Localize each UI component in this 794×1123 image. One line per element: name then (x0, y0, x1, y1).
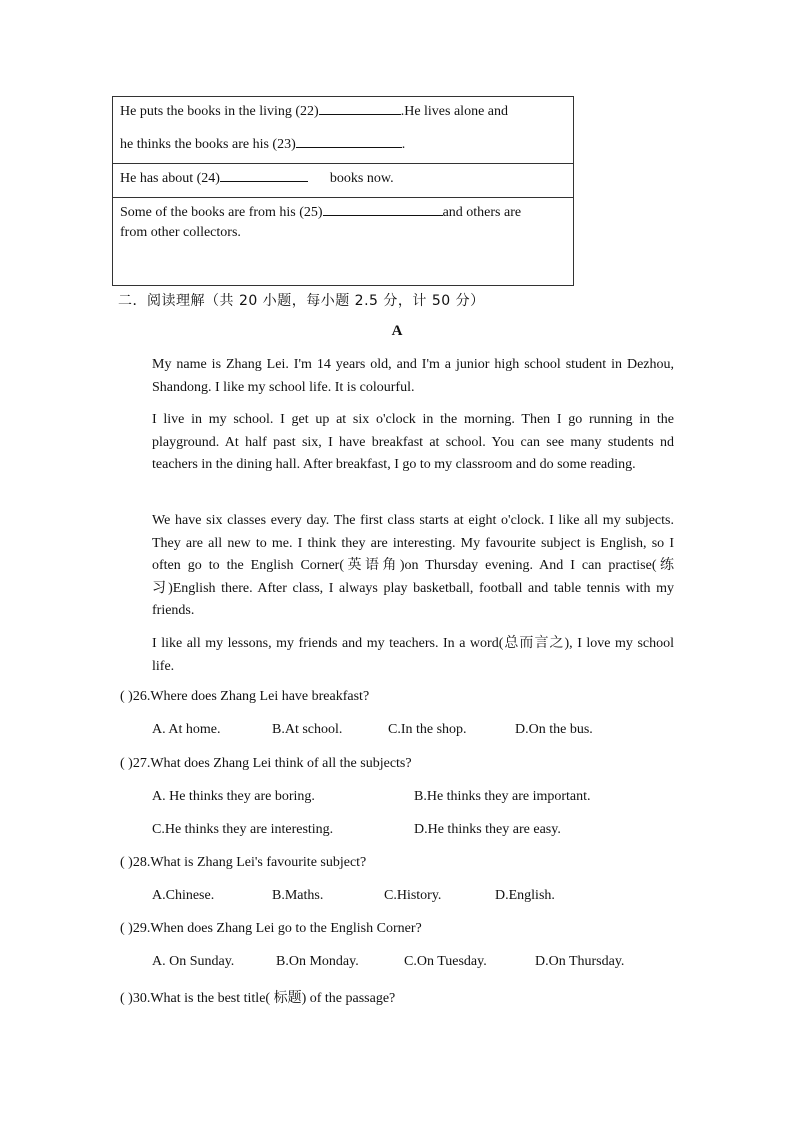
option-b[interactable]: B.Maths. (272, 888, 324, 903)
option-a[interactable]: A. On Sunday. (152, 954, 235, 969)
passage-paragraph (120, 633, 674, 678)
table-row (113, 198, 573, 286)
paragraph-text: I like all my lessons, my friends and my teachers. In a word(总而言之), I love my school life. (152, 636, 674, 674)
option-d[interactable]: D.On the bus. (515, 722, 593, 737)
question-stem: ( )30.What is the best title( 标题) of the passage? (120, 991, 396, 1006)
option-c[interactable]: C.On Tuesday. (404, 954, 487, 969)
option-c[interactable]: C.History. (384, 888, 442, 903)
table-text: and others are (442, 205, 522, 220)
table-text: He has about (24) (120, 171, 220, 186)
table-text: Some of the books are from his (25) (120, 205, 323, 220)
table-line (120, 134, 566, 153)
passage-paragraph (120, 409, 674, 477)
answer-blank-25[interactable] (323, 202, 443, 216)
passage-paragraph (120, 354, 674, 399)
table-line (120, 225, 566, 241)
option-a[interactable]: A. At home. (152, 722, 221, 737)
table-text: He puts the books in the living (22) (120, 104, 319, 119)
paragraph-text: My name is Zhang Lei. I'm 14 years old, and I'm a junior high school student in Dezhou, Shandong. I like my school life. It is colourful. (152, 357, 674, 395)
table-text: he thinks the books are his (23) (120, 137, 296, 152)
question-stem: ( )27.What does Zhang Lei think of all the subjects? (120, 756, 412, 771)
table-row (113, 97, 573, 164)
option-b[interactable]: B.At school. (272, 722, 343, 737)
option-c[interactable]: C.In the shop. (388, 722, 467, 737)
option-d[interactable]: D.On Thursday. (535, 954, 625, 969)
answer-blank-24[interactable] (220, 168, 308, 182)
question-stem: ( )28.What is Zhang Lei's favourite subject? (120, 855, 367, 870)
option-d[interactable]: D.English. (495, 888, 555, 903)
table-text: . (401, 137, 406, 152)
option-b[interactable]: B.He thinks they are important. (414, 789, 591, 804)
answer-blank-23[interactable] (296, 134, 402, 148)
paragraph-text: We have six classes every day. The first class starts at eight o'clock. I like all my subjects. They are all new to me. I think they are interesting. My favourite subject is English, so I often go to the English Corner(英语角)on Thursday evening. And I can practise(练习)English there. After class, I always play basketball, football and table tennis with my friends. (152, 513, 674, 619)
option-a[interactable]: A.Chinese. (152, 888, 215, 903)
table-line (120, 101, 566, 120)
option-d[interactable]: D.He thinks they are easy. (414, 822, 561, 837)
passage-paragraph (120, 510, 674, 623)
option-a[interactable]: A. He thinks they are boring. (152, 789, 315, 804)
fill-in-table (112, 96, 574, 286)
table-text: .He lives alone and (400, 104, 508, 119)
passage-label: A (391, 323, 403, 339)
table-text: books now. (329, 171, 394, 186)
question-stem: ( )26.Where does Zhang Lei have breakfast? (120, 689, 370, 704)
table-line (120, 168, 566, 187)
option-c[interactable]: C.He thinks they are interesting. (152, 822, 334, 837)
section-heading: 二．阅读理解（共 20 小题，每小题 2.5 分，计 50 分） (118, 293, 485, 309)
table-row (113, 164, 573, 198)
table-line (120, 202, 566, 221)
table-text: from other collectors. (120, 225, 241, 240)
question-stem: ( )29.When does Zhang Lei go to the English Corner? (120, 921, 422, 936)
paragraph-text: I live in my school. I get up at six o'clock in the morning. Then I go running in the playground. At half past six, I have breakfast at school. You can see many students nd teachers in the dining hall. After breakfast, I go to my classroom and do some reading. (152, 412, 674, 473)
answer-blank-22[interactable] (319, 101, 401, 115)
option-b[interactable]: B.On Monday. (276, 954, 359, 969)
